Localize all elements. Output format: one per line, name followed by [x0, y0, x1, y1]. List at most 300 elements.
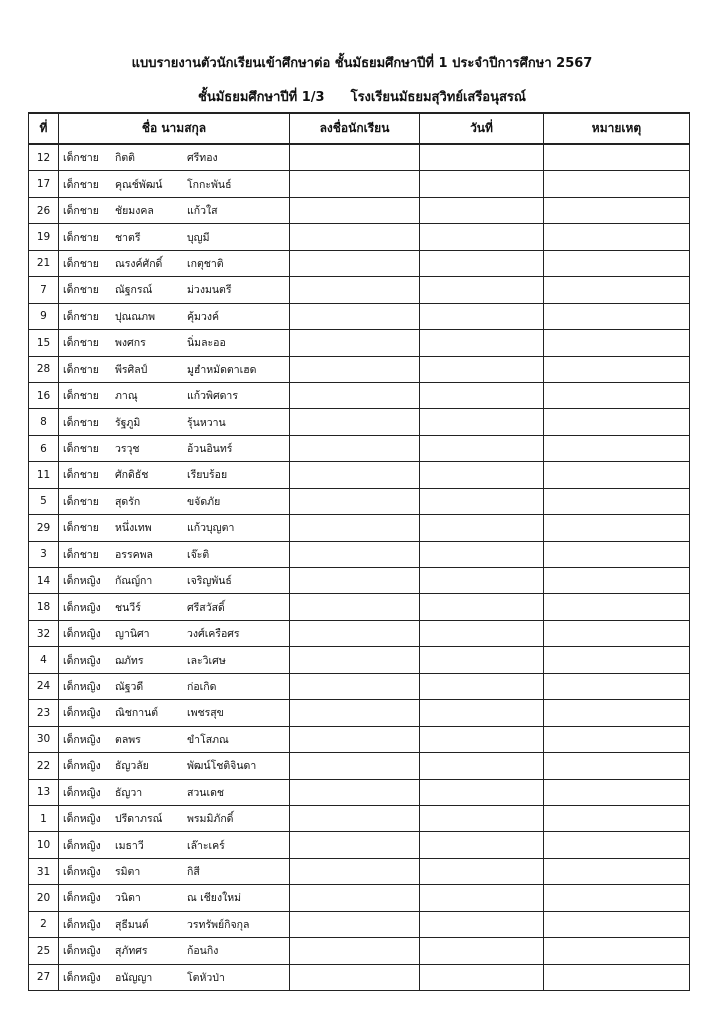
table-row [29, 488, 690, 514]
name-prefix: เด็กชาย [63, 337, 99, 350]
name-prefix: เด็กหญิง [63, 866, 101, 879]
name-prefix: เด็กชาย [63, 284, 99, 297]
first-name: ฌภัทร [115, 654, 144, 667]
student-number: 1 [29, 805, 59, 831]
date-cell[interactable] [420, 330, 544, 356]
first-name: รัฐภูมิ [115, 416, 141, 429]
last-name: แก้วบุญตา [187, 522, 235, 535]
signature-cell[interactable] [290, 250, 420, 276]
first-name: ธัญวลัย [115, 760, 149, 773]
student-name [59, 779, 290, 805]
date-cell[interactable] [420, 911, 544, 937]
name-prefix: เด็กหญิง [63, 813, 101, 826]
date-cell[interactable] [420, 726, 544, 752]
student-name [59, 700, 290, 726]
last-name: บุญมี [187, 231, 210, 244]
name-prefix: เด็กชาย [63, 548, 99, 561]
signature-cell[interactable] [290, 805, 420, 831]
date-cell[interactable] [420, 250, 544, 276]
first-name: อรรคพล [115, 548, 153, 561]
date-cell[interactable] [420, 938, 544, 964]
last-name: มูฮำหมัดตาเฮด [187, 363, 257, 376]
student-number: 7 [29, 277, 59, 303]
first-name: สุดรัก [115, 495, 141, 508]
table-row [29, 568, 690, 594]
name-prefix: เด็กชาย [63, 495, 99, 508]
first-name: สุภัทศร [115, 945, 148, 958]
signature-cell[interactable] [290, 488, 420, 514]
student-number: 17 [29, 171, 59, 197]
signature-cell[interactable] [290, 224, 420, 250]
date-cell[interactable] [420, 541, 544, 567]
name-prefix: เด็กหญิง [63, 839, 101, 852]
table-row [29, 858, 690, 884]
first-name: คุณช์พัฒน์ [115, 178, 163, 191]
remark-cell[interactable] [544, 409, 690, 435]
table-row [29, 700, 690, 726]
last-name: อ้วนอินทร์ [187, 443, 233, 456]
student-name [59, 911, 290, 937]
remark-cell[interactable] [544, 568, 690, 594]
first-name: ตลพร [115, 733, 141, 746]
student-number: 24 [29, 673, 59, 699]
signature-cell[interactable] [290, 858, 420, 884]
last-name: สวนเดช [187, 786, 225, 799]
remark-cell[interactable] [544, 330, 690, 356]
student-number: 26 [29, 197, 59, 223]
student-name [59, 568, 290, 594]
column-header-remark: หมายเหตุ [544, 113, 690, 144]
name-prefix: เด็กชาย [63, 152, 99, 165]
date-cell[interactable] [420, 435, 544, 461]
student-number: 20 [29, 885, 59, 911]
first-name: ปรีดาภรณ์ [115, 813, 163, 826]
signature-cell[interactable] [290, 885, 420, 911]
signature-cell[interactable] [290, 515, 420, 541]
signature-cell[interactable] [290, 197, 420, 223]
name-prefix: เด็กชาย [63, 469, 99, 482]
name-prefix: เด็กหญิง [63, 680, 101, 693]
name-prefix: เด็กชาย [63, 416, 99, 429]
table-header-row [29, 113, 690, 144]
student-number: 4 [29, 647, 59, 673]
last-name: ศรีสวัสดิ์ [187, 601, 225, 614]
student-name [59, 409, 290, 435]
signature-cell[interactable] [290, 779, 420, 805]
student-number: 8 [29, 409, 59, 435]
first-name: พีรศิลป์ [115, 363, 148, 376]
table-row [29, 250, 690, 276]
table-row [29, 726, 690, 752]
student-name [59, 594, 290, 620]
date-cell[interactable] [420, 409, 544, 435]
table-row [29, 515, 690, 541]
first-name: วรวุช [115, 443, 140, 456]
remark-cell[interactable] [544, 488, 690, 514]
student-name [59, 541, 290, 567]
remark-cell[interactable] [544, 858, 690, 884]
date-cell[interactable] [420, 382, 544, 408]
signature-cell[interactable] [290, 277, 420, 303]
signature-cell[interactable] [290, 726, 420, 752]
student-number: 9 [29, 303, 59, 329]
signature-cell[interactable] [290, 171, 420, 197]
date-cell[interactable] [420, 700, 544, 726]
table-row [29, 303, 690, 329]
name-prefix: เด็กชาย [63, 178, 99, 191]
student-number: 30 [29, 726, 59, 752]
student-number: 2 [29, 911, 59, 937]
remark-cell[interactable] [544, 620, 690, 646]
table-row [29, 885, 690, 911]
date-cell[interactable] [420, 805, 544, 831]
remark-cell[interactable] [544, 462, 690, 488]
name-prefix: เด็กชาย [63, 310, 99, 323]
student-number: 29 [29, 515, 59, 541]
remark-cell[interactable] [544, 911, 690, 937]
name-prefix: เด็กชาย [63, 443, 99, 456]
student-number: 28 [29, 356, 59, 382]
signature-cell[interactable] [290, 964, 420, 990]
signature-cell[interactable] [290, 647, 420, 673]
student-name [59, 647, 290, 673]
table-body [29, 144, 690, 991]
name-prefix: เด็กหญิง [63, 654, 101, 667]
first-name: ธัญวา [115, 786, 143, 799]
last-name: ก้อนกิง [187, 945, 219, 958]
remark-cell[interactable] [544, 541, 690, 567]
remark-cell[interactable] [544, 938, 690, 964]
school-name: โรงเรียนมัธยมสุวิทย์เสรีอนุสรณ์ [350, 90, 526, 105]
page-subtitle [0, 86, 724, 107]
table-row [29, 753, 690, 779]
date-cell[interactable] [420, 568, 544, 594]
date-cell[interactable] [420, 462, 544, 488]
remark-cell[interactable] [544, 700, 690, 726]
signature-cell[interactable] [290, 356, 420, 382]
student-number: 10 [29, 832, 59, 858]
student-name [59, 515, 290, 541]
date-cell[interactable] [420, 356, 544, 382]
signature-cell[interactable] [290, 753, 420, 779]
last-name: พรมมิภักดิ์ [187, 813, 234, 826]
table-row [29, 435, 690, 461]
student-number: 18 [29, 594, 59, 620]
remark-cell[interactable] [544, 779, 690, 805]
signature-cell[interactable] [290, 144, 420, 171]
last-name: ขจัดภัย [187, 495, 221, 508]
student-name [59, 435, 290, 461]
signature-cell[interactable] [290, 462, 420, 488]
date-cell[interactable] [420, 171, 544, 197]
student-report-table [28, 112, 690, 991]
first-name: สุธีมนต์ [115, 918, 149, 931]
table-row [29, 911, 690, 937]
student-number: 25 [29, 938, 59, 964]
first-name: วนิดา [115, 892, 141, 905]
class-label: ชั้นมัธยมศึกษาปีที่ 1/3 [198, 90, 325, 105]
student-name [59, 805, 290, 831]
student-name [59, 224, 290, 250]
student-name [59, 964, 290, 990]
date-cell[interactable] [420, 832, 544, 858]
remark-cell[interactable] [544, 964, 690, 990]
table-row [29, 224, 690, 250]
date-cell[interactable] [420, 753, 544, 779]
student-name [59, 858, 290, 884]
remark-cell[interactable] [544, 832, 690, 858]
last-name: คุ้มวงค์ [187, 310, 219, 323]
table-row [29, 673, 690, 699]
first-name: รมิตา [115, 866, 141, 879]
student-number: 14 [29, 568, 59, 594]
table-row [29, 382, 690, 408]
student-number: 19 [29, 224, 59, 250]
name-prefix: เด็กชาย [63, 363, 99, 376]
last-name: พัฒน์โชติจินดา [187, 760, 257, 773]
name-prefix: เด็กหญิง [63, 892, 101, 905]
date-cell[interactable] [420, 303, 544, 329]
student-number: 32 [29, 620, 59, 646]
signature-cell[interactable] [290, 541, 420, 567]
remark-cell[interactable] [544, 382, 690, 408]
student-number: 16 [29, 382, 59, 408]
first-name: ณัฐวดี [115, 680, 144, 693]
last-name: แก้วพิศดาร [187, 390, 238, 403]
date-cell[interactable] [420, 277, 544, 303]
table-row [29, 541, 690, 567]
student-number: 27 [29, 964, 59, 990]
name-prefix: เด็กชาย [63, 522, 99, 535]
student-name [59, 303, 290, 329]
date-cell[interactable] [420, 594, 544, 620]
table-row [29, 779, 690, 805]
table-row [29, 462, 690, 488]
last-name: เล๊าะเคร์ [187, 839, 225, 852]
last-name: เพชรสุข [187, 707, 224, 720]
column-header-signature: ลงชื่อนักเรียน [290, 113, 420, 144]
table-row [29, 938, 690, 964]
student-name [59, 726, 290, 752]
page-title: แบบรายงานตัวนักเรียนเข้าศึกษาต่อ ชั้นมัธยมศึกษาปีที่ 1 ประจำปีการศึกษา 2567 [131, 56, 593, 71]
last-name: เจ๊ะติ [187, 548, 210, 561]
table-row [29, 144, 690, 171]
last-name: เจริญพันธ์ [187, 575, 232, 588]
last-name: ก่อเกิด [187, 680, 217, 693]
last-name: ขำโสภณ [187, 733, 229, 746]
remark-cell[interactable] [544, 885, 690, 911]
student-name [59, 382, 290, 408]
last-name: เกตุชาติ [187, 257, 224, 270]
student-number: 15 [29, 330, 59, 356]
student-number: 23 [29, 700, 59, 726]
student-name [59, 250, 290, 276]
student-name [59, 885, 290, 911]
student-name [59, 488, 290, 514]
signature-cell[interactable] [290, 620, 420, 646]
student-number: 3 [29, 541, 59, 567]
first-name: ชนวีร์ [115, 601, 141, 614]
name-prefix: เด็กชาย [63, 205, 99, 218]
first-name: ชัยมงคล [115, 205, 154, 218]
first-name: หนึ่งเทพ [115, 522, 152, 535]
last-name: ณ เชียงใหม่ [187, 892, 242, 905]
signature-cell[interactable] [290, 911, 420, 937]
column-header-name: ชื่อ นามสกุล [59, 113, 290, 144]
first-name: กัณญ์กา [115, 575, 153, 588]
name-prefix: เด็กหญิง [63, 707, 101, 720]
student-number: 21 [29, 250, 59, 276]
name-prefix: เด็กหญิง [63, 733, 101, 746]
table-row [29, 171, 690, 197]
date-cell[interactable] [420, 647, 544, 673]
remark-cell[interactable] [544, 805, 690, 831]
first-name: กิตติ [115, 152, 135, 165]
date-cell[interactable] [420, 144, 544, 171]
date-cell[interactable] [420, 885, 544, 911]
date-cell[interactable] [420, 197, 544, 223]
name-prefix: เด็กหญิง [63, 786, 101, 799]
student-name [59, 171, 290, 197]
student-number: 12 [29, 144, 59, 171]
remark-cell[interactable] [544, 435, 690, 461]
last-name: กิสี [187, 866, 200, 879]
name-prefix: เด็กหญิง [63, 918, 101, 931]
first-name: ณรงค์ศักดิ์ [115, 257, 163, 270]
remark-cell[interactable] [544, 303, 690, 329]
last-name: แก้วใส [187, 205, 218, 218]
first-name: ภาณุ [115, 390, 138, 403]
name-prefix: เด็กหญิง [63, 575, 101, 588]
signature-cell[interactable] [290, 700, 420, 726]
last-name: โกกะพันธ์ [187, 178, 232, 191]
remark-cell[interactable] [544, 726, 690, 752]
signature-cell[interactable] [290, 938, 420, 964]
remark-cell[interactable] [544, 356, 690, 382]
name-prefix: เด็กหญิง [63, 971, 101, 984]
last-name: โตหัวป่า [187, 971, 225, 984]
name-prefix: เด็กหญิง [63, 945, 101, 958]
first-name: ญานิศา [115, 628, 150, 641]
signature-cell[interactable] [290, 435, 420, 461]
date-cell[interactable] [420, 858, 544, 884]
first-name: ศักดิธัช [115, 469, 149, 482]
student-name [59, 277, 290, 303]
student-name [59, 330, 290, 356]
name-prefix: เด็กหญิง [63, 628, 101, 641]
table-row [29, 356, 690, 382]
last-name: เรียบร้อย [187, 469, 228, 482]
signature-cell[interactable] [290, 330, 420, 356]
first-name: ณัฐกรณ์ [115, 284, 153, 297]
date-cell[interactable] [420, 488, 544, 514]
date-cell[interactable] [420, 515, 544, 541]
last-name: วงศ์เครือศร [187, 628, 240, 641]
student-name [59, 673, 290, 699]
signature-cell[interactable] [290, 832, 420, 858]
student-name [59, 620, 290, 646]
signature-cell[interactable] [290, 303, 420, 329]
table-row [29, 964, 690, 990]
student-name [59, 753, 290, 779]
date-cell[interactable] [420, 964, 544, 990]
last-name: ม่วงมนตรี [187, 284, 232, 297]
name-prefix: เด็กหญิง [63, 760, 101, 773]
name-prefix: เด็กชาย [63, 390, 99, 403]
student-number: 13 [29, 779, 59, 805]
remark-cell[interactable] [544, 224, 690, 250]
name-prefix: เด็กชาย [63, 231, 99, 244]
first-name: เมธาวี [115, 839, 144, 852]
student-name [59, 144, 290, 171]
table-row [29, 620, 690, 646]
last-name: วรทรัพย์กิจกุล [187, 918, 250, 931]
date-cell[interactable] [420, 673, 544, 699]
student-number: 5 [29, 488, 59, 514]
first-name: ณิชกานต์ [115, 707, 159, 720]
last-name: ศรีทอง [187, 152, 218, 165]
name-prefix: เด็กหญิง [63, 601, 101, 614]
remark-cell[interactable] [544, 197, 690, 223]
remark-cell[interactable] [544, 673, 690, 699]
table-row [29, 277, 690, 303]
remark-cell[interactable] [544, 171, 690, 197]
student-number: 6 [29, 435, 59, 461]
signature-cell[interactable] [290, 594, 420, 620]
last-name: เละวิเศษ [187, 654, 226, 667]
table-row [29, 330, 690, 356]
table-row [29, 197, 690, 223]
remark-cell[interactable] [544, 277, 690, 303]
first-name: ชาตรี [115, 231, 141, 244]
remark-cell[interactable] [544, 515, 690, 541]
last-name: รุ้นหวาน [187, 416, 226, 429]
date-cell[interactable] [420, 779, 544, 805]
student-number: 11 [29, 462, 59, 488]
table-row [29, 594, 690, 620]
signature-cell[interactable] [290, 568, 420, 594]
table-row [29, 409, 690, 435]
remark-cell[interactable] [544, 250, 690, 276]
first-name: พงศกร [115, 337, 146, 350]
column-header-date: วันที่ [420, 113, 544, 144]
remark-cell[interactable] [544, 144, 690, 171]
student-name [59, 832, 290, 858]
student-name [59, 938, 290, 964]
student-name [59, 197, 290, 223]
student-name [59, 356, 290, 382]
last-name: นิ่มละออ [187, 337, 226, 350]
signature-cell[interactable] [290, 409, 420, 435]
date-cell[interactable] [420, 224, 544, 250]
first-name: อนัญญา [115, 971, 153, 984]
remark-cell[interactable] [544, 753, 690, 779]
date-cell[interactable] [420, 620, 544, 646]
remark-cell[interactable] [544, 647, 690, 673]
table-row [29, 832, 690, 858]
name-prefix: เด็กชาย [63, 257, 99, 270]
column-header-number: ที่ [29, 113, 59, 144]
signature-cell[interactable] [290, 673, 420, 699]
student-number: 22 [29, 753, 59, 779]
table-row [29, 805, 690, 831]
table-row [29, 647, 690, 673]
remark-cell[interactable] [544, 594, 690, 620]
student-name [59, 462, 290, 488]
signature-cell[interactable] [290, 382, 420, 408]
first-name: ปุณณภพ [115, 310, 155, 323]
student-number: 31 [29, 858, 59, 884]
